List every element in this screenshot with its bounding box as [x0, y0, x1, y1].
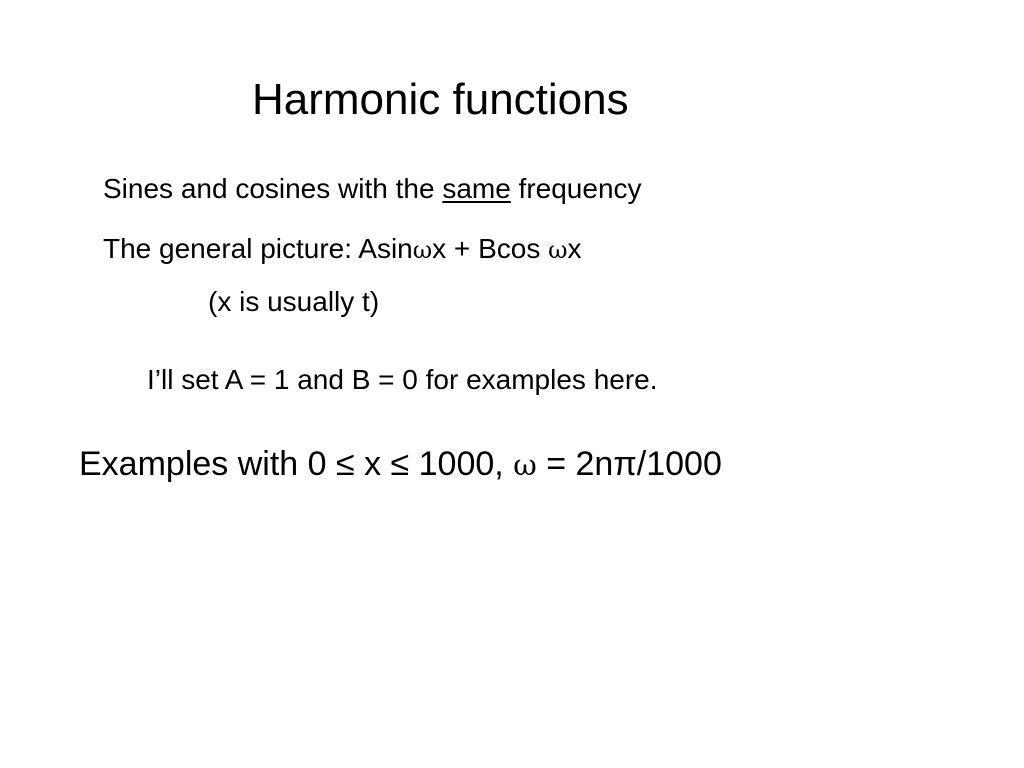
omega-symbol: ω [412, 236, 433, 264]
text-segment: x + Bcos [432, 233, 549, 264]
text-segment: frequency [510, 173, 642, 204]
text-segment: x [567, 233, 582, 264]
text-line-set-values: I’ll set A = 1 and B = 0 for examples here. [147, 364, 658, 395]
underlined-word: same [442, 173, 511, 204]
text-segment: Examples with 0 ≤ x ≤ 1000, [79, 445, 514, 483]
text-line-examples [79, 447, 722, 481]
text-line-general-picture [103, 235, 582, 263]
omega-symbol: ω [548, 236, 568, 264]
text-segment: The general picture: Asin [103, 233, 413, 264]
omega-symbol: ω [513, 448, 537, 482]
text-line-x-is-t: (x is usually t) [208, 286, 380, 317]
text-segment: = 2nπ/1000 [536, 445, 722, 483]
slide-title: Harmonic functions [252, 75, 629, 124]
text-line-sines-cosines [103, 175, 642, 203]
text-segment: Sines and cosines with the [103, 173, 443, 204]
